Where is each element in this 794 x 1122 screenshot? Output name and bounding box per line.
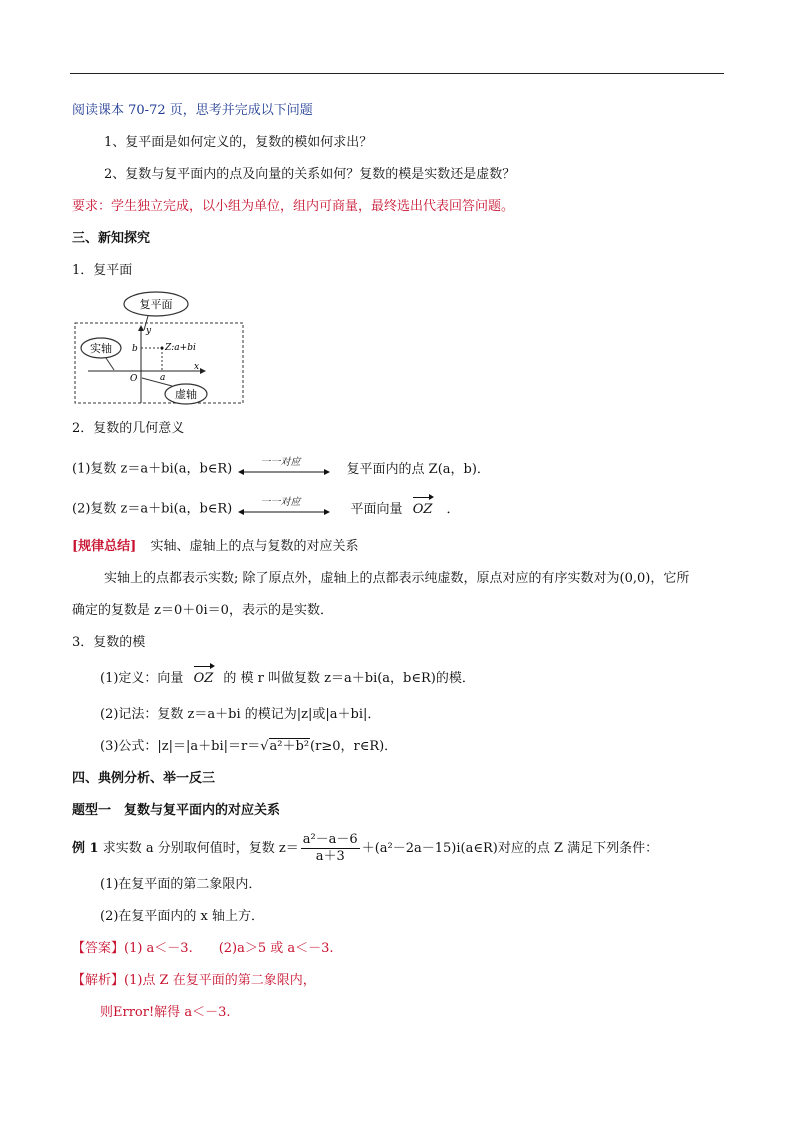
section-title-3: 三、新知探究 [72,231,151,246]
sqrt-icon: √ [260,739,269,754]
rule-body-line-1: 实轴上的点都表示实数; 除了原点外，虚轴上的点都表示纯虚数，原点对应的有序实数对为(0,0)，它所 [104,571,690,586]
correspondence-1-arrow-label: 一一对应 [260,457,301,468]
vector-oz: OZ [412,501,433,517]
modulus-notation: (2)记法：复数 z＝a＋bi 的模记为|z|或|a＋bi|． [100,707,381,722]
correspondence-2 [72,497,460,519]
x-axis-arrow-icon [200,368,206,374]
modulus-definition [100,670,475,688]
correspondence-1 [72,457,490,479]
rule-body-line-2: 确定的复数是 z＝0＋0i＝0，表示的是实数． [72,603,333,618]
bubble-imaginary-axis-label: 虚轴 [175,388,197,401]
b-label: b [132,344,138,354]
rule-tag: [规律总结] [72,539,137,554]
rule-title: 实轴、虚轴上的点与复数的对应关系 [150,539,359,554]
analysis-conclusion: 则Error!解得 a＜－3. [100,1005,231,1020]
a-label: a [160,373,166,383]
example-1 [72,832,658,866]
section-title-4: 四、典例分析、举一反三 [72,771,216,786]
example-prefix: 求实数 a 分别取何值时，复数 z＝ [102,841,299,856]
correspondence-1-left: (1)复数 z＝a＋bi(a，b∈R) [72,461,233,477]
modulus-formula [100,738,397,756]
fraction-denominator: a＋3 [315,849,345,864]
correspondence-2-left: (2)复数 z＝a＋bi(a，b∈R) [72,501,233,517]
correspondence-2-arrow [236,497,332,518]
condition-2: (2)在复平面内的 x 轴上方． [100,909,265,924]
definition-prefix: (1)定义：向量 [100,671,184,686]
dashed-frame [75,323,243,403]
formula-radicand: a²＋b² [269,739,310,754]
heading-geometric-meaning: 2．复数的几何意义 [72,421,185,436]
point-z [161,347,164,350]
y-axis-label: y [146,326,152,336]
question-2: 2、复数与复平面内的点及向量的关系如何？复数的模是实数还是虚数？ [104,167,516,182]
correspondence-2-suffix: ． [446,501,460,517]
formula-suffix: (r≥0，r∈R)． [310,739,398,754]
example-label: 例 1 [72,841,99,856]
heading-complex-plane: 1．复平面 [72,263,133,278]
problem-type-1: 题型一 复数与复平面内的对应关系 [72,803,281,818]
example-suffix: ＋(a²－2a－15)i(a∈R)对应的点 Z 满足下列条件： [361,841,659,856]
reading-instruction: 阅读课本 70-72 页，思考并完成以下问题 [72,103,313,118]
correspondence-1-arrow [236,457,332,478]
condition-1: (1)在复平面的第二象限内． [100,877,262,892]
question-1: 1、复平面是如何定义的，复数的模如何求出？ [104,135,373,150]
bubble-real-axis-label: 实轴 [90,342,112,355]
analysis-text: 【解析】(1)点 Z 在复平面的第二象限内， [72,973,316,988]
complex-plane-diagram [72,290,247,408]
correspondence-1-right: 复平面内的点 Z(a，b)． [346,461,490,477]
header-rule [70,73,724,74]
rule-summary [72,538,358,556]
y-axis-arrow-icon [138,325,144,331]
requirement-text: 要求：学生独立完成，以小组为单位，组内可商量，最终选出代表回答问题。 [72,199,515,214]
fraction-numerator: a²－a－6 [302,832,358,847]
answer-text: 【答案】(1) a＜－3. (2)a＞5 或 a＜－3. [72,941,334,956]
formula-prefix: (3)公式：|z|＝|a＋bi|＝r＝ [100,739,261,754]
definition-vector-oz: OZ [193,671,214,686]
x-axis-label: x [194,362,200,372]
heading-modulus: 3．复数的模 [72,635,146,650]
correspondence-2-arrow-label: 一一对应 [260,497,301,508]
point-z-label: Z:a+bi [165,343,196,353]
correspondence-2-right: 平面向量 [350,501,403,517]
example-fraction [301,832,360,865]
definition-suffix: 的 模 r 叫做复数 z＝a＋bi(a，b∈R)的模． [223,671,475,686]
origin-label: O [130,374,138,384]
bubble-complex-plane-label: 复平面 [139,298,173,311]
